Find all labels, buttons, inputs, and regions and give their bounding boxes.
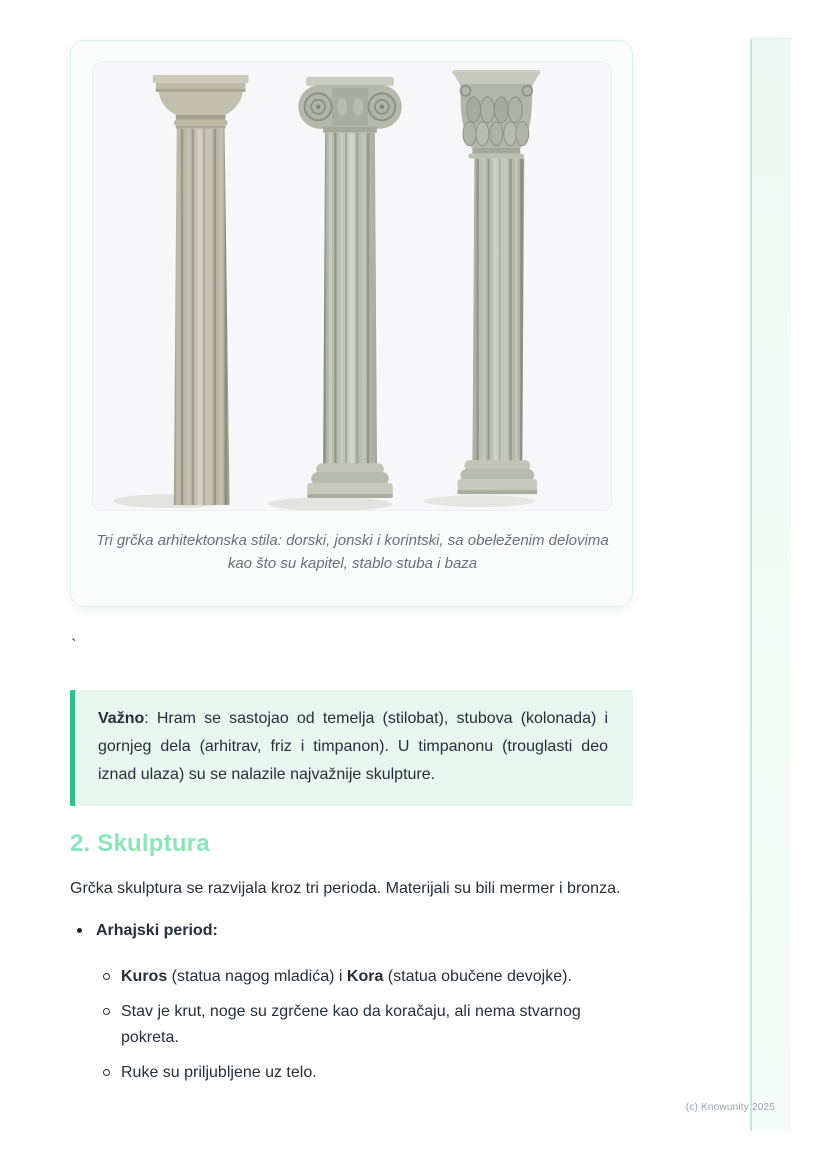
ionic-column-illustration — [268, 77, 401, 510]
bullet-dot-icon — [77, 928, 82, 933]
figure-image-panel — [92, 61, 612, 511]
corinthian-column-illustration — [424, 70, 540, 507]
sub-bullet-list — [70, 964, 633, 1086]
figure-caption: Tri grčka arhitektonska stila: dorski, jonski i korintski, sa obeleženim delovima kao što su kapitel, stablo stuba i baza — [96, 532, 609, 573]
bullet-list — [70, 918, 633, 1095]
list-item-ruke — [103, 1060, 633, 1086]
important-note-box — [70, 690, 633, 806]
circle-bullet-icon — [103, 1008, 110, 1015]
list-item-kuros-kora — [103, 964, 633, 990]
note-text: : Hram se sastojao od temelja (stilobat), stubova (kolonada) i gornjeg dela (arhitrav, friz i timpanon). U timpanonu (trouglasti deo iznad ulaza) su se nalazile najvažnije skulpture. — [98, 710, 608, 783]
section-intro: Grčka skulptura se razvijala kroz tri perioda. Materijali su bili mermer i bronza. — [70, 880, 621, 897]
list-item-stav — [103, 999, 633, 1051]
circle-bullet-icon — [103, 973, 110, 980]
next-page-edge — [750, 38, 791, 1131]
figure-card — [70, 40, 633, 607]
list-item-text: Ruke su priljubljene uz telo. — [121, 1064, 317, 1081]
list-item-text: Kuros (statua nagog mladića) i Kora (statua obučene devojke). — [121, 968, 572, 985]
list-item-archaic-period — [70, 918, 633, 944]
list-item-label: Arhajski period: — [96, 922, 218, 939]
note-label: Važno — [98, 710, 145, 727]
section-heading: 2. Skulptura — [70, 830, 210, 857]
circle-bullet-icon — [103, 1069, 110, 1076]
doric-column-illustration — [113, 75, 248, 508]
copyright-text: (c) Knowunity 2025 — [685, 1102, 775, 1113]
list-item-text: Stav je krut, noge su zgrčene kao da koračaju, ali nema stvarnog pokreta. — [121, 1003, 581, 1046]
greek-columns-image — [93, 62, 611, 510]
stray-backtick: ` — [71, 636, 77, 655]
